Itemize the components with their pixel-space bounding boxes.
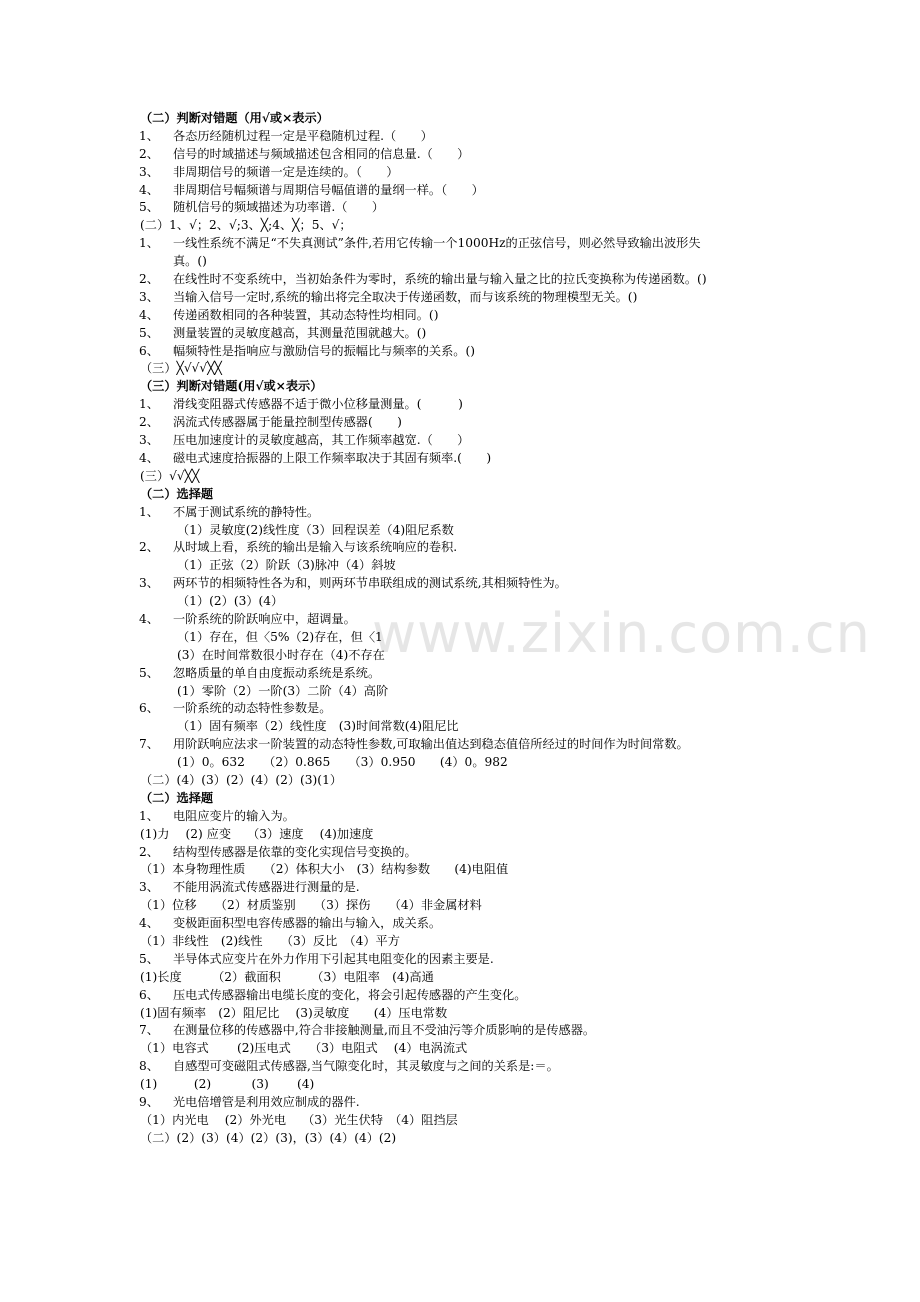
question-number: 1、 (139, 397, 159, 412)
question-text: 结构型传感器是依靠的变化实现信号变换的。 (173, 844, 417, 859)
option-line: （1）(2）(3）(4） (177, 594, 284, 609)
question-item (0, 504, 920, 522)
option-line: (1)力 (2) 应变 （3）速度 (4)加速度 (140, 826, 374, 841)
option-line: (1)固有频率 (2）阻尼比 (3)灵敏度 (4）压电常数 (140, 1005, 448, 1020)
option-line: (1)长度 （2）截面积 （3）电阻率 (4)高通 (140, 969, 434, 984)
question-item (0, 164, 920, 182)
question-text: 测量装置的灵敏度越高，其测量范围就越大。() (173, 325, 427, 340)
question-item (0, 1094, 920, 1112)
question-text: 在测量位移的传感器中,符合非接触测量,而且不受油污等介质影响的是传感器。 (173, 1023, 596, 1038)
option-line: （1）固有频率（2）线性度 (3)时间常数(4)阻尼比 (177, 719, 459, 734)
question-number: 3、 (139, 880, 159, 895)
question-text: 自感型可变磁阻式传感器,当气隙变化时，其灵敏度与之间的关系是:＝。 (173, 1059, 559, 1074)
question-number: 4、 (139, 611, 159, 626)
question-number: 6、 (139, 343, 159, 358)
question-text-continuation: 真。() (173, 254, 207, 269)
question-number: 4、 (139, 450, 159, 465)
question-item (0, 182, 920, 200)
question-text: 两环节的相频特性各为和，则两环节串联组成的测试系统,其相频特性为。 (173, 576, 567, 591)
question-item (0, 1022, 920, 1040)
section-heading: （三）判断对错题(用√或×表示） (140, 379, 323, 394)
question-number: 2、 (139, 844, 159, 859)
question-number: 5、 (139, 665, 159, 680)
answer-line: （二）(4）(3）(2）(4）(2）(3)(1） (140, 772, 343, 787)
question-text: 幅频特性是指响应与激励信号的振幅比与频率的关系。() (173, 343, 476, 358)
question-number: 2、 (139, 146, 159, 161)
question-number: 8、 (139, 1059, 159, 1074)
option-line: (1）0。632 （2）0.865 （3）0.950 (4）0。982 (177, 755, 508, 770)
question-text: 非周期信号幅频谱与周期信号幅值谱的量纲一样。（ ） (173, 182, 484, 197)
question-item (0, 271, 920, 289)
option-line: （1）非线性 (2)线性 （3）反比 （4）平方 (140, 933, 400, 948)
question-number: 4、 (139, 307, 159, 322)
option-line: （1）灵敏度(2)线性度（3）回程误差（4)阻尼系数 (177, 522, 454, 537)
option-line: (1) (2) (3) (4) (140, 1077, 315, 1092)
question-item (0, 915, 920, 933)
question-item (0, 736, 920, 754)
question-item (0, 146, 920, 164)
question-item (0, 450, 920, 468)
question-text: 传递函数相同的各种装置，其动态特性均相同。() (173, 307, 439, 322)
question-text: 涡流式传感器属于能量控制型传感器( ) (173, 415, 402, 430)
question-item (0, 879, 920, 897)
question-item (0, 325, 920, 343)
question-text: 随机信号的频域描述为功率谱.（ ） (173, 200, 385, 215)
question-text: 压电式传感器输出电缆长度的变化，将会引起传感器的产生变化。 (173, 987, 527, 1002)
question-number: 5、 (139, 325, 159, 340)
question-number: 7、 (139, 737, 159, 752)
question-number: 6、 (139, 701, 159, 716)
question-number: 9、 (139, 1095, 159, 1109)
question-item (0, 539, 920, 557)
question-text: 电阻应变片的输入为。 (173, 808, 295, 823)
question-text: 变极距面积型电容传感器的输出与输入，成关系。 (173, 916, 442, 931)
question-text: 磁电式速度拾振器的上限工作频率取决于其固有频率.( ) (173, 450, 492, 465)
question-text: 滑线变阻器式传感器不适于微小位移量测量。( ) (173, 397, 463, 412)
question-text: 从时域上看，系统的输出是输入与该系统响应的卷积. (173, 540, 458, 555)
question-text: 一阶系统的动态特性参数是。 (173, 701, 332, 716)
answer-line: (三）√√╳╳ (140, 468, 200, 483)
question-text: 半导体式应变片在外力作用下引起其电阻变化的因素主要是. (173, 951, 494, 966)
question-item (0, 307, 920, 325)
question-item (0, 432, 920, 450)
option-line: （1）正弦（2）阶跃（3)脉冲（4）斜坡 (177, 558, 396, 573)
question-text: 各态历经随机过程一定是平稳随机过程.（ ） (173, 128, 433, 143)
question-number: 4、 (139, 182, 159, 197)
answer-line: (二）1、√；2、√;3、╳;4、╳；5、√； (140, 218, 352, 233)
question-item (0, 987, 920, 1005)
question-text: 非周期信号的频谱一定是连续的。（ ） (173, 164, 399, 179)
question-item (0, 844, 920, 862)
option-line: （1）内光电 (2）外光电 （3）光生伏特 （4）阻挡层 (140, 1112, 458, 1127)
option-line: （1）存在，但〈5%（2)存在，但〈1 (177, 629, 383, 644)
question-item (0, 951, 920, 969)
question-number: 3、 (139, 289, 159, 304)
question-number: 5、 (139, 200, 159, 215)
question-item (0, 289, 920, 307)
question-item (0, 343, 920, 361)
question-item (0, 1058, 920, 1076)
question-text: 用阶跃响应法求一阶装置的动态特性参数,可取输出值达到稳态值倍所经过的时间作为时间常数。 (173, 737, 689, 752)
question-item (0, 396, 920, 414)
question-text: 不属于测试系统的静特性。 (173, 504, 320, 519)
question-item (0, 808, 920, 826)
question-item (0, 611, 920, 629)
question-number: 4、 (139, 916, 159, 931)
question-text: 压电加速度计的灵敏度越高，其工作频率越宽.（ ） (173, 433, 470, 448)
question-item (0, 665, 920, 683)
question-item (0, 128, 920, 146)
question-number: 1、 (139, 128, 159, 143)
question-number: 5、 (139, 951, 159, 966)
question-number: 1、 (139, 808, 159, 823)
question-item (0, 414, 920, 432)
question-text: 忽略质量的单自由度振动系统是系统。 (173, 665, 381, 680)
question-item (0, 575, 920, 593)
document-body (0, 110, 920, 1148)
answer-line: （三）╳√√√╳╳ (140, 361, 222, 376)
section-heading: （二）选择题 (140, 790, 214, 805)
option-line: （1）电容式 (2)压电式 （3）电阻式 (4）电涡流式 (140, 1041, 468, 1056)
question-text: 在线性时不变系统中，当初始条件为零时，系统的输出量与输入量之比的拉氏变换称为传递函数。() (173, 272, 707, 287)
question-number: 1、 (139, 236, 159, 251)
option-line: （1）位移 （2）材质鉴别 （3）探伤 （4）非金属材料 (140, 898, 482, 913)
question-number: 3、 (139, 433, 159, 448)
question-text: 不能用涡流式传感器进行测量的是. (173, 880, 360, 895)
question-text: 信号的时域描述与频域描述包含相同的信息量.（ ） (173, 146, 470, 161)
question-text: 一阶系统的阶跃响应中，超调量。 (173, 611, 356, 626)
question-number: 1、 (139, 504, 159, 519)
question-text (173, 235, 793, 271)
section-heading: （二）判断对错题（用√或×表示） (140, 111, 329, 125)
question-item (0, 199, 920, 217)
question-number: 7、 (139, 1023, 159, 1038)
question-number: 2、 (139, 272, 159, 287)
option-line: (1）零阶（2）一阶(3）二阶（4）高阶 (177, 683, 389, 698)
question-text: 光电倍增管是利用效应制成的器件. (173, 1095, 360, 1109)
question-item (0, 235, 920, 271)
question-number: 2、 (139, 415, 159, 430)
question-number: 3、 (139, 576, 159, 591)
section-heading: （二）选择题 (140, 486, 214, 501)
question-text-line: 一线性系统不满足“不失真测试”条件,若用它传输一个1000Hz的正弦信号，则必然导致输出波形失 (173, 236, 701, 251)
option-line: (3）在时间常数很小时存在（4)不存在 (177, 647, 385, 662)
watermark: www.zixin.com.cn (372, 602, 871, 665)
option-line: （1）本身物理性质 （2）体积大小 (3）结构参数 (4)电阻值 (140, 862, 509, 877)
answer-line: （二）(2）(3）(4）(2）(3)，(3）(4）(4）(2) (140, 1130, 397, 1145)
question-number: 3、 (139, 164, 159, 179)
question-text: 当输入信号一定时,系统的输出将完全取决于传递函数，而与该系统的物理模型无关。() (173, 289, 638, 304)
question-number: 2、 (139, 540, 159, 555)
question-number: 6、 (139, 987, 159, 1002)
question-item (0, 700, 920, 718)
